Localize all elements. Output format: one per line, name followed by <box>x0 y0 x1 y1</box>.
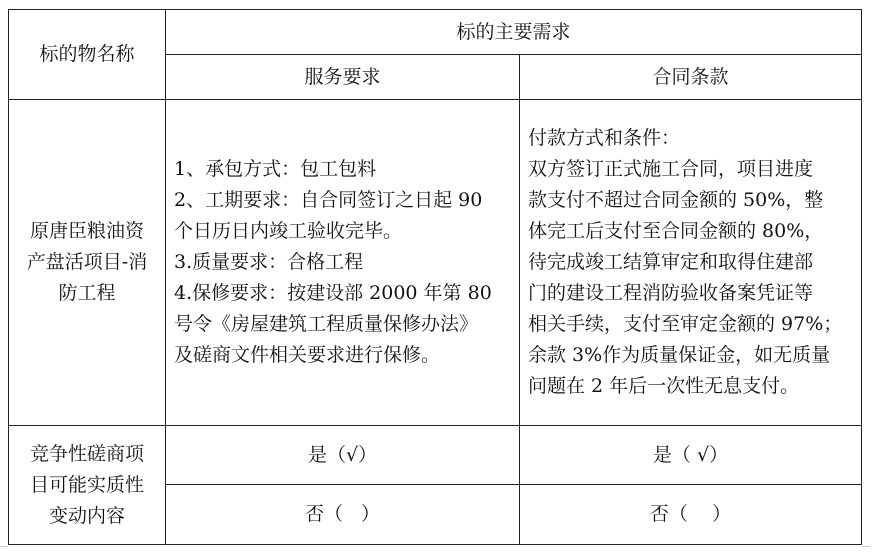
service-no-cell <box>166 485 520 545</box>
contract-line: 付款方式和条件： <box>528 127 681 149</box>
project-name-line: 防工程 <box>58 282 116 304</box>
service-line: 号令《房屋建筑工程质量保修办法》 <box>174 313 479 335</box>
service-line: 2、工期要求：自合同签订之日起 90 <box>174 189 483 211</box>
header-item-name <box>9 10 166 100</box>
header-contract-terms-label: 合同条款 <box>652 65 729 88</box>
contract-yes-option: 是（ √） <box>652 443 729 466</box>
service-line: 1、承包方式：包工包料 <box>174 158 377 180</box>
variation-label-line: 竞争性磋商项 <box>29 442 144 465</box>
contract-line: 相关手续，支付至审定金额的 97%； <box>528 313 843 335</box>
variation-label-cell <box>9 426 166 545</box>
contract-line: 余款 3%作为质量保证金，如无质量 <box>528 344 831 366</box>
contract-line: 待完成竣工结算审定和取得住建部 <box>528 251 814 273</box>
header-main-requirements-label: 标的主要需求 <box>456 20 571 43</box>
service-yes-option: 是（√） <box>307 443 378 466</box>
service-line: 3.质量要求：合格工程 <box>174 251 364 273</box>
service-no-option: 否（ ） <box>304 503 381 525</box>
project-name-line: 原唐臣粮油资 <box>29 220 144 242</box>
service-line: 4.保修要求：按建设部 2000 年第 80 <box>174 282 492 304</box>
header-contract-terms <box>520 55 862 100</box>
contract-line: 问题在 2 年后一次性无息支付。 <box>528 375 800 397</box>
service-line: 个日历日内竣工验收完毕。 <box>174 220 403 242</box>
contract-no-option: 否（ ） <box>649 503 732 525</box>
header-service-requirements-label: 服务要求 <box>304 65 381 88</box>
contract-terms-cell <box>520 100 862 426</box>
project-name-line: 产盘活项目-消 <box>26 251 148 273</box>
contract-yes-cell <box>520 426 862 485</box>
contract-no-cell <box>520 485 862 545</box>
page-corner-mark-right <box>862 546 870 554</box>
contract-line: 体完工后支付至合同金额的 80%， <box>528 220 824 242</box>
service-yes-cell <box>166 426 520 485</box>
variation-label-line: 变动内容 <box>48 504 125 527</box>
project-name-cell <box>9 100 166 426</box>
header-item-name-label: 标的物名称 <box>39 43 135 65</box>
header-service-requirements <box>166 55 520 100</box>
service-line: 及磋商文件相关要求进行保修。 <box>174 344 441 366</box>
contract-line: 双方签订正式施工合同，项目进度 <box>528 158 814 180</box>
page-corner-mark-left <box>0 546 8 554</box>
service-requirements-cell <box>166 100 520 426</box>
header-main-requirements <box>166 10 862 55</box>
variation-label-line: 目可能实质性 <box>29 473 144 496</box>
contract-line: 款支付不超过合同金额的 50%，整 <box>528 189 824 211</box>
requirements-table <box>8 9 862 545</box>
contract-line: 门的建设工程消防验收备案凭证等 <box>528 282 814 304</box>
